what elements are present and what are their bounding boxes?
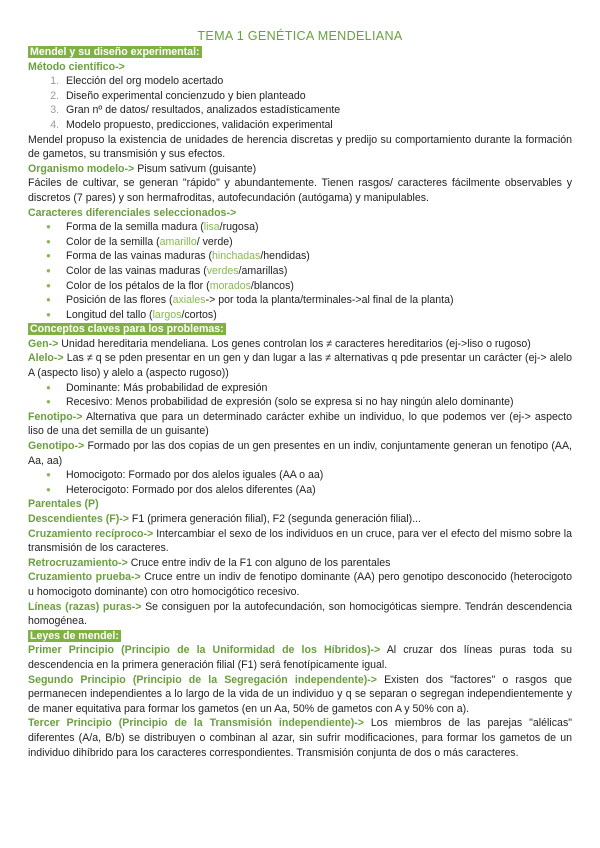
list-item: 1. Elección del org modelo acertado: [62, 74, 572, 89]
section-heading-conceptos: Conceptos claves para los problemas:: [30, 323, 224, 336]
document-page: [28, 28, 572, 760]
organismo-line: Organismo modelo-> Pisum sativum (guisante): [28, 162, 257, 175]
primer-principio: Primer Principio (Principio de la Uniformidad de los Híbridos)-> Al cruzar dos líneas puras toda su descendencia en la primera generación filial (F1) será fenotípicamente igual.: [28, 644, 572, 671]
metodo-label: Método científico->: [28, 60, 125, 73]
list-item: ● Longitud del tallo (largos/cortos): [62, 308, 572, 323]
genotipo-list: [28, 468, 572, 497]
segundo-principio: Segundo Principio (Principio de la Segregación independente)-> Existen dos "factores" o rasgos que permanecen independientes a lo largo de la vida de un individuo y q se separan o segregan independientemente y de maner equitativa para formar los gametos (en un Aa, 50% de gametos con A y 50% con a).: [28, 673, 572, 715]
fenotipo-definition: Fenotipo-> Alternativa que para un determinado carácter exhibe un individuo, lo que podemos ver (ej-> aspecto liso de una det semilla de un guisante): [28, 410, 572, 438]
list-item: ● Homocigoto: Formado por dos alelos iguales (AA o aa): [62, 468, 572, 483]
list-item: ● Recesivo: Menos probabilidad de expresión (solo se expresa si no hay ningún alelo dominante): [62, 395, 572, 410]
list-item: ● Posición de las flores (axiales-> por toda la planta/terminales->al final de la planta): [62, 293, 572, 308]
list-item: 3. Gran nº de datos/ resultados, analizados estadísticamente: [62, 103, 572, 118]
section-heading-leyes: Leyes de mendel:: [30, 629, 119, 642]
list-item: ● Forma de la semilla madura (lisa/rugosa): [62, 220, 572, 235]
list-item: 4. Modelo propuesto, predicciones, validación experimental: [62, 118, 572, 133]
genotipo-definition: Genotipo-> Formado por las dos copias de un gen presentes en un indiv, conjuntamente generan un fenotipo (AA, Aa, aa): [28, 440, 572, 467]
cruzamiento-reciproco-definition: Cruzamiento recíproco-> Intercambiar el sexo de los individuos en un cruce, para ver el efecto del mismo sobre la transmisión de los caracteres.: [28, 527, 572, 555]
gen-definition: Gen-> Unidad hereditaria mendeliana. Los genes controlan los ≠ caracteres hereditarios (ej->liso o rugoso): [28, 337, 531, 350]
alelo-definition: Alelo-> Las ≠ q se pden presentar en un gen y dan lugar a las ≠ alternativas q pde presentar un carácter (ej-> alelo A (aspecto liso) y alelo a (aspecto rugoso)): [28, 352, 572, 380]
metodo-list: [28, 74, 572, 132]
parentales-label: Parentales (P): [28, 498, 99, 511]
list-item: ● Heterocigoto: Formado por dos alelos diferentes (Aa): [62, 483, 572, 498]
paragraph: Mendel propuso la existencia de unidades de herencia discretas y predijo su comportamiento durante la formación de gametos, su transmisión y sus efectos.: [28, 133, 572, 161]
alelo-list: [28, 381, 572, 410]
list-item: ● Dominante: Más probabilidad de expresión: [62, 381, 572, 396]
lineas-puras-definition: Líneas (razas) puras-> Se consiguen por la autofecundación, son homocigóticas siempre. Tendrán descendencia homogénea.: [28, 600, 572, 628]
list-item: ● Color de la semilla (amarillo/ verde): [62, 235, 572, 250]
list-item: ● Forma de las vainas maduras (hinchadas/hendidas): [62, 249, 572, 264]
page-title: TEMA 1 GENÉTICA MENDELIANA: [197, 29, 403, 43]
list-item: ● Color de los pétalos de la flor (morados/blancos): [62, 279, 572, 294]
paragraph: Fáciles de cultivar, se generan "rápido" y abundantemente. Tienen rasgos/ caracteres fácilmente observables y discretos (7 pares) y son hermafroditas, autofecundación (autógama) y manipulables.: [28, 177, 572, 204]
cruzamiento-prueba-definition: Cruzamiento prueba-> Cruce entre un indiv de fenotipo dominante (AA) pero genotipo desconocido (heterocigoto u homocigoto dominante) con otro homocigótico recesivo.: [28, 571, 573, 598]
retrocruzamiento-definition: Retrocruzamiento-> Cruce entre indiv de la F1 con alguno de los parentales: [28, 556, 391, 569]
list-item: ● Color de las vainas maduras (verdes/amarillas): [62, 264, 572, 279]
caracteres-list: [28, 220, 572, 322]
caracteres-label: Caracteres diferenciales seleccionados->: [28, 206, 237, 219]
section-heading-mendel: Mendel y su diseño experimental:: [30, 46, 200, 58]
list-item: 2. Diseño experimental concienzudo y bien planteado: [62, 89, 572, 104]
tercer-principio: Tercer Principio (Principio de la Transmisión independiente)-> Los miembros de las parejas "alélicas" diferentes (A/a, B/b) se distribuyen o combinan al azar, sin sufrir modificaciones, para formar los gametos de un individuo dihíbrido para los caracteres correspondientes. Transmisión conjunta de dos o más caracteres.: [28, 717, 573, 759]
descendientes-definition: Descendientes (F)-> F1 (primera generación filial), F2 (segunda generación filial)...: [28, 513, 422, 525]
